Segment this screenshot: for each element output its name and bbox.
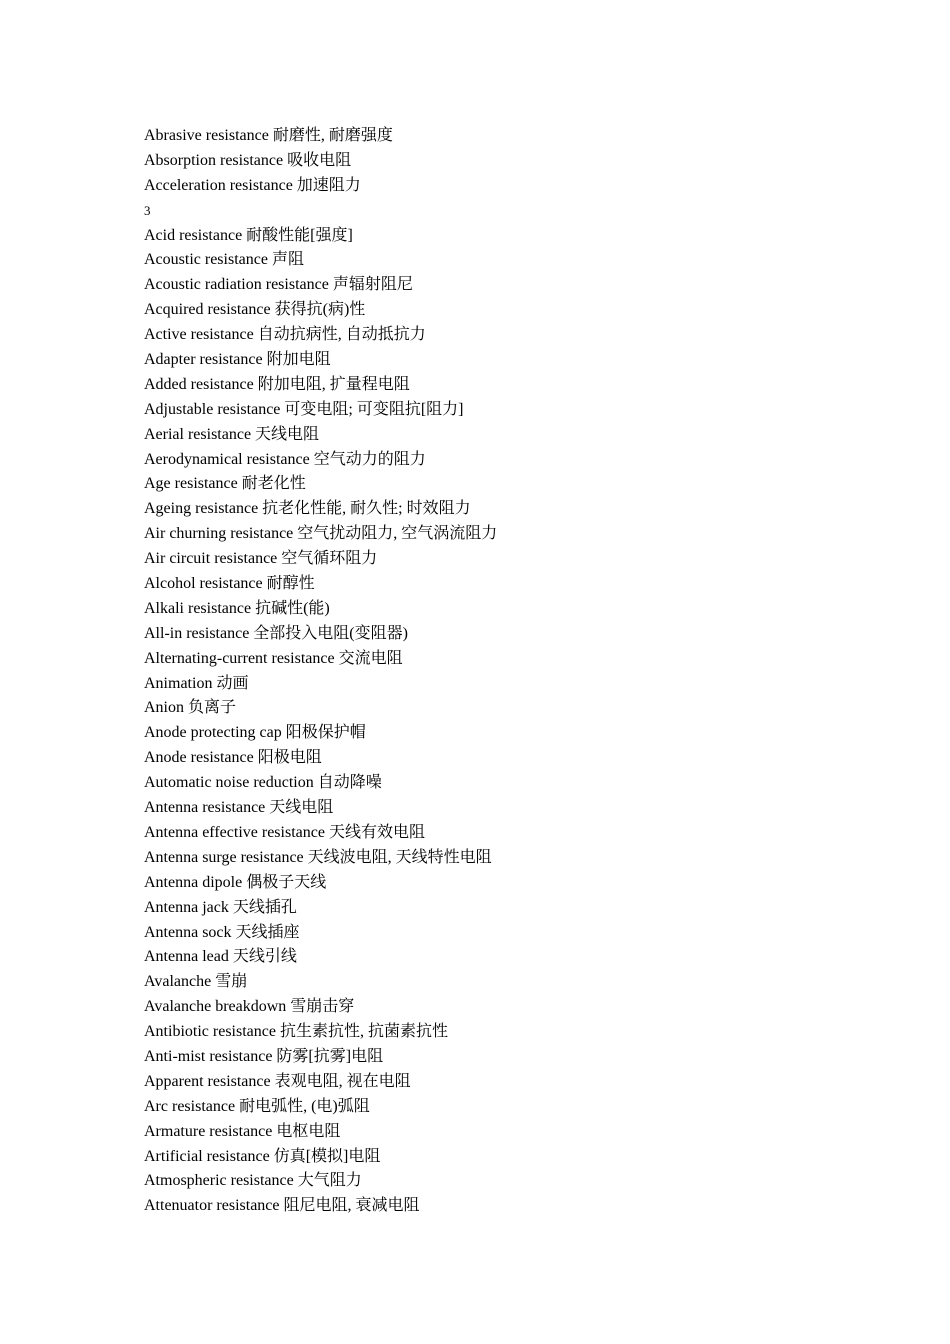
glossary-entry: Absorption resistance 吸收电阻 xyxy=(144,151,352,169)
glossary-entry: Antenna effective resistance 天线有效电阻 xyxy=(144,823,425,841)
glossary-entry: Air churning resistance 空气扰动阻力, 空气涡流阻力 xyxy=(144,525,498,543)
glossary-entry: Active resistance 自动抗病性, 自动抵抗力 xyxy=(144,326,426,344)
glossary-entry: Animation 动画 xyxy=(144,674,249,692)
glossary-entry: Artificial resistance 仿真[模拟]电阻 xyxy=(144,1147,381,1165)
glossary-entry: Ageing resistance 抗老化性能, 耐久性; 时效阻力 xyxy=(144,500,471,518)
glossary-entry: Anion 负离子 xyxy=(144,699,237,717)
glossary-entry: Added resistance 附加电阻, 扩量程电阻 xyxy=(144,375,410,393)
glossary-entry: Alkali resistance 抗碱性(能) xyxy=(144,599,330,617)
glossary-entry: Acid resistance 耐酸性能[强度] xyxy=(144,226,353,244)
glossary-entry: Antenna jack 天线插孔 xyxy=(144,898,297,916)
glossary-entry: Acoustic radiation resistance 声辐射阻尼 xyxy=(144,276,413,294)
glossary-entry: Acoustic resistance 声阻 xyxy=(144,251,304,269)
glossary-entry: Anode protecting cap 阳极保护帽 xyxy=(144,724,366,742)
glossary-entry: Adjustable resistance 可变电阻; 可变阻抗[阻力] xyxy=(144,400,464,418)
glossary-entry: Age resistance 耐老化性 xyxy=(144,475,306,493)
glossary-entry: Attenuator resistance 阻尼电阻, 衰减电阻 xyxy=(144,1197,420,1215)
glossary-entry: Antenna surge resistance 天线波电阻, 天线特性电阻 xyxy=(144,848,492,866)
glossary-entry: Anode resistance 阳极电阻 xyxy=(144,749,322,767)
glossary-entry: All-in resistance 全部投入电阻(变阻器) xyxy=(144,624,408,642)
glossary-entry: Apparent resistance 表观电阻, 视在电阻 xyxy=(144,1072,411,1090)
glossary-entry: Armature resistance 电枢电阻 xyxy=(144,1122,341,1140)
glossary-entry: Aerodynamical resistance 空气动力的阻力 xyxy=(144,450,426,468)
glossary-entry: Air circuit resistance 空气循环阻力 xyxy=(144,550,378,568)
glossary-list xyxy=(144,124,904,1219)
glossary-entry: Antenna sock 天线插座 xyxy=(144,923,300,941)
glossary-entry: Arc resistance 耐电弧性, (电)弧阻 xyxy=(144,1097,370,1115)
glossary-entry: Alternating-current resistance 交流电阻 xyxy=(144,649,403,667)
glossary-entry: Abrasive resistance 耐磨性, 耐磨强度 xyxy=(144,127,393,144)
glossary-entry: Antenna resistance 天线电阻 xyxy=(144,799,334,817)
glossary-entry: Avalanche breakdown 雪崩击穿 xyxy=(144,998,355,1016)
glossary-entry: Avalanche 雪崩 xyxy=(144,973,248,991)
glossary-entry: Alcohol resistance 耐醇性 xyxy=(144,575,315,593)
glossary-entry: Antibiotic resistance 抗生素抗性, 抗菌素抗性 xyxy=(144,1023,448,1041)
glossary-entry: Acceleration resistance 加速阻力 xyxy=(144,176,361,194)
glossary-entry: Atmospheric resistance 大气阻力 xyxy=(144,1172,362,1190)
glossary-entry: Adapter resistance 附加电阻 xyxy=(144,351,331,369)
page-number: 3 xyxy=(144,202,151,218)
glossary-entry: Automatic noise reduction 自动降噪 xyxy=(144,774,382,792)
glossary-entry: Aerial resistance 天线电阻 xyxy=(144,425,320,443)
glossary-entry: Antenna lead 天线引线 xyxy=(144,948,297,966)
glossary-entry: Anti-mist resistance 防雾[抗雾]电阻 xyxy=(144,1047,384,1065)
glossary-entry: Acquired resistance 获得抗(病)性 xyxy=(144,301,366,319)
glossary-entry: Antenna dipole 偶极子天线 xyxy=(144,873,327,891)
